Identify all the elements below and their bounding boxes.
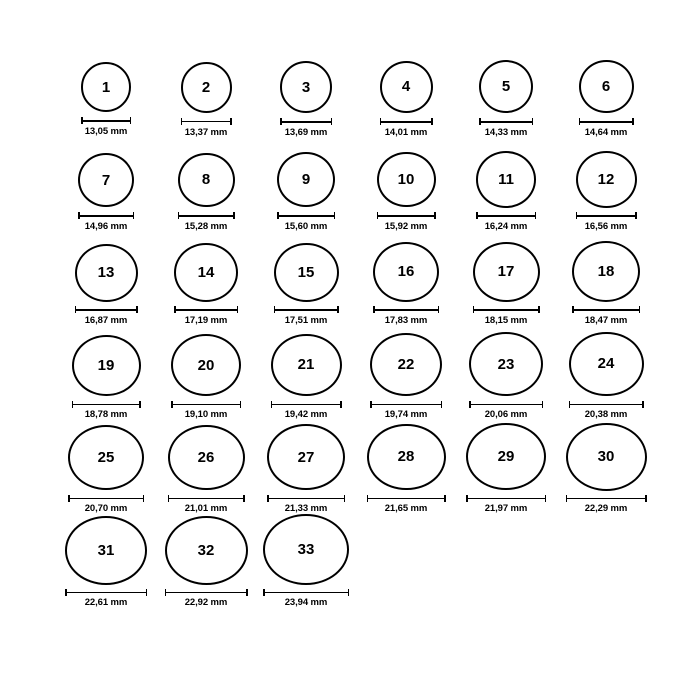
ring-size-number: 22 xyxy=(397,356,415,374)
diameter-label: 16,24 mm xyxy=(484,221,528,232)
diameter-measure-line xyxy=(75,306,138,314)
ring-size-number: 26 xyxy=(197,448,215,466)
measure-bar xyxy=(68,498,144,500)
measure-bar xyxy=(271,404,342,406)
ring-circle xyxy=(271,334,342,397)
ring-size-number: 8 xyxy=(201,171,211,189)
ring-circle xyxy=(267,424,345,490)
diameter-label: 18,15 mm xyxy=(484,315,528,326)
diameter-label: 20,06 mm xyxy=(484,409,528,420)
ring-size-number: 14 xyxy=(197,263,215,281)
ring-circle xyxy=(165,516,248,585)
ring-size-cell[interactable] xyxy=(556,326,656,420)
ring-circle xyxy=(576,151,637,208)
ring-size-number: 2 xyxy=(201,78,211,96)
ring-size-cell[interactable] xyxy=(556,44,656,138)
ring-size-number: 31 xyxy=(97,541,115,559)
ring-circle xyxy=(280,61,332,113)
ring-size-cell[interactable] xyxy=(56,420,156,514)
ring-size-cell[interactable] xyxy=(456,420,556,514)
ring-circle xyxy=(65,516,147,585)
diameter-label: 19,10 mm xyxy=(184,409,228,420)
ring-size-cell[interactable] xyxy=(356,138,456,232)
ring-size-cell[interactable] xyxy=(156,138,256,232)
measure-bar xyxy=(174,309,238,311)
ring-size-cell[interactable] xyxy=(56,326,156,420)
ring-size-cell[interactable] xyxy=(256,138,356,232)
measure-bar xyxy=(579,121,634,123)
ring-circle xyxy=(178,153,235,208)
ring-circle xyxy=(377,152,436,208)
ring-size-number: 12 xyxy=(597,170,615,188)
diameter-label: 15,92 mm xyxy=(384,220,428,232)
ring-size-cell[interactable] xyxy=(56,138,156,232)
diameter-label: 18,47 mm xyxy=(584,315,628,326)
ring-size-cell[interactable] xyxy=(456,232,556,326)
ring-size-number: 11 xyxy=(498,170,514,188)
diameter-measure-line xyxy=(367,494,446,502)
ring-circle xyxy=(479,60,533,113)
diameter-measure-line xyxy=(476,212,536,220)
diameter-measure-line xyxy=(473,306,540,314)
measure-bar xyxy=(377,215,436,217)
ring-size-cell[interactable] xyxy=(556,232,656,326)
ring-circle xyxy=(380,61,433,114)
ring-circle xyxy=(572,241,640,302)
measure-bar xyxy=(178,215,235,217)
ring-size-number: 3 xyxy=(301,78,311,96)
ring-circle xyxy=(75,244,138,302)
ring-size-cell[interactable] xyxy=(256,44,356,138)
ring-circle xyxy=(579,60,634,114)
measure-bar xyxy=(476,215,536,217)
measure-bar xyxy=(274,309,339,311)
measure-bar xyxy=(280,121,332,123)
ring-size-cell[interactable] xyxy=(156,44,256,138)
ring-size-number: 9 xyxy=(301,171,311,189)
measure-bar xyxy=(171,404,241,406)
measure-bar xyxy=(569,404,644,406)
diameter-measure-line xyxy=(171,400,241,408)
measure-bar xyxy=(576,215,637,217)
diameter-label: 14,96 mm xyxy=(84,221,128,232)
measure-bar xyxy=(367,498,446,500)
ring-size-number: 24 xyxy=(597,355,615,373)
ring-circle xyxy=(566,423,647,491)
ring-size-number: 25 xyxy=(97,449,115,467)
ring-size-cell[interactable] xyxy=(456,326,556,420)
measure-bar xyxy=(267,498,345,500)
diameter-label: 17,51 mm xyxy=(284,315,328,326)
measure-bar xyxy=(277,215,335,217)
ring-size-number: 19 xyxy=(97,356,115,374)
ring-size-number: 5 xyxy=(501,78,511,96)
ring-circle xyxy=(473,242,540,302)
measure-bar xyxy=(72,404,141,406)
measure-bar xyxy=(469,404,543,406)
ring-size-number: 13 xyxy=(97,264,115,282)
ring-size-cell[interactable] xyxy=(256,232,356,326)
ring-size-cell[interactable] xyxy=(156,514,256,608)
diameter-label: 15,28 mm xyxy=(184,221,228,232)
diameter-measure-line xyxy=(280,117,332,126)
diameter-measure-line xyxy=(181,117,232,126)
ring-size-cell[interactable] xyxy=(556,420,656,514)
diameter-measure-line xyxy=(377,211,436,220)
measure-bar xyxy=(370,404,442,406)
ring-size-number: 20 xyxy=(197,356,215,374)
measure-bar xyxy=(572,309,640,311)
diameter-measure-line xyxy=(277,211,335,220)
ring-circle xyxy=(78,153,134,207)
diameter-label: 20,70 mm xyxy=(84,503,128,514)
ring-circle xyxy=(569,332,644,397)
ring-circle xyxy=(263,514,349,585)
diameter-label: 13,69 mm xyxy=(284,127,328,138)
diameter-measure-line xyxy=(479,117,533,126)
diameter-measure-line xyxy=(271,400,342,408)
ring-size-cell[interactable] xyxy=(156,232,256,326)
diameter-measure-line xyxy=(263,589,349,596)
ring-size-number: 29 xyxy=(497,448,515,466)
diameter-measure-line xyxy=(267,494,345,502)
diameter-label: 18,78 mm xyxy=(84,409,128,420)
ring-size-number: 28 xyxy=(397,448,415,466)
measure-bar xyxy=(78,215,134,217)
ring-size-grid xyxy=(56,44,656,608)
ring-size-number: 16 xyxy=(397,263,415,281)
ring-size-cell[interactable] xyxy=(456,138,556,232)
measure-bar xyxy=(473,309,540,311)
ring-size-cell[interactable] xyxy=(256,326,356,420)
ring-size-cell[interactable] xyxy=(256,420,356,514)
diameter-measure-line xyxy=(566,495,647,502)
ring-size-number: 33 xyxy=(297,540,315,558)
ring-circle xyxy=(168,425,245,491)
ring-size-number: 18 xyxy=(597,262,615,280)
ring-size-number: 10 xyxy=(397,170,415,188)
diameter-label: 21,97 mm xyxy=(484,503,528,514)
ring-size-cell[interactable] xyxy=(56,514,156,608)
diameter-label: 16,56 mm xyxy=(584,221,628,232)
ring-size-number: 30 xyxy=(597,448,615,465)
diameter-measure-line xyxy=(576,212,637,220)
ring-size-cell[interactable] xyxy=(156,326,256,420)
diameter-measure-line xyxy=(178,211,235,220)
ring-size-number: 17 xyxy=(497,263,515,281)
measure-bar xyxy=(65,592,147,594)
diameter-measure-line xyxy=(168,494,245,502)
ring-size-cell[interactable] xyxy=(356,420,456,514)
measure-bar xyxy=(373,309,439,311)
diameter-label: 14,64 mm xyxy=(584,127,628,138)
ring-size-number: 7 xyxy=(101,171,111,189)
diameter-label: 14,33 mm xyxy=(484,127,528,138)
diameter-measure-line xyxy=(78,211,134,220)
ring-circle xyxy=(367,424,446,491)
ring-size-number: 27 xyxy=(297,448,315,466)
diameter-measure-line xyxy=(469,400,543,408)
diameter-label: 22,61 mm xyxy=(84,597,128,608)
diameter-measure-line xyxy=(174,306,238,314)
measure-bar xyxy=(165,592,248,594)
ring-size-cell[interactable] xyxy=(356,232,456,326)
measure-bar xyxy=(566,498,647,500)
ring-circle xyxy=(370,333,442,396)
ring-size-number: 32 xyxy=(197,541,215,559)
diameter-measure-line xyxy=(370,400,442,408)
diameter-label: 21,33 mm xyxy=(284,503,328,514)
ring-circle xyxy=(277,152,335,207)
ring-size-cell[interactable] xyxy=(456,44,556,138)
diameter-label: 17,19 mm xyxy=(184,315,228,326)
diameter-label: 21,65 mm xyxy=(384,503,428,514)
ring-circle xyxy=(81,62,131,112)
diameter-measure-line xyxy=(68,494,144,502)
ring-circle xyxy=(68,425,144,490)
ring-size-number: 15 xyxy=(297,263,315,281)
diameter-label: 15,60 mm xyxy=(284,221,328,232)
ring-size-number: 6 xyxy=(601,77,611,95)
ring-size-cell[interactable] xyxy=(356,44,456,138)
ring-size-cell[interactable] xyxy=(556,138,656,232)
ring-size-number: 23 xyxy=(497,355,515,373)
ring-size-number: 1 xyxy=(101,78,111,96)
diameter-label: 14,01 mm xyxy=(384,127,428,138)
ring-size-cell[interactable] xyxy=(256,514,356,608)
ring-circle xyxy=(274,243,339,302)
diameter-label: 23,94 mm xyxy=(284,597,328,608)
diameter-label: 19,42 mm xyxy=(284,409,328,420)
diameter-label: 21,01 mm xyxy=(184,503,228,514)
ring-size-cell[interactable] xyxy=(156,420,256,514)
ring-circle xyxy=(373,242,439,302)
diameter-measure-line xyxy=(579,117,634,126)
diameter-label: 17,83 mm xyxy=(384,315,428,326)
measure-bar xyxy=(380,121,433,123)
diameter-measure-line xyxy=(572,306,640,314)
measure-bar xyxy=(168,498,245,500)
ring-size-cell[interactable] xyxy=(356,326,456,420)
ring-size-cell[interactable] xyxy=(56,232,156,326)
diameter-measure-line xyxy=(380,117,433,126)
diameter-measure-line xyxy=(81,116,131,125)
diameter-measure-line xyxy=(165,589,248,596)
diameter-measure-line xyxy=(569,400,644,408)
diameter-label: 13,05 mm xyxy=(84,126,128,137)
diameter-label: 22,29 mm xyxy=(584,503,628,514)
measure-bar xyxy=(81,120,131,122)
diameter-measure-line xyxy=(65,589,147,596)
ring-circle xyxy=(72,335,141,397)
diameter-label: 20,38 mm xyxy=(584,409,628,420)
ring-circle xyxy=(171,334,241,396)
measure-bar xyxy=(479,121,533,123)
diameter-label: 16,87 mm xyxy=(84,315,128,326)
ring-circle xyxy=(181,62,232,113)
ring-size-cell[interactable] xyxy=(56,44,156,138)
ring-circle xyxy=(174,243,238,302)
measure-bar xyxy=(181,121,232,123)
ring-size-number: 4 xyxy=(401,78,411,96)
ring-circle xyxy=(469,332,543,396)
diameter-label: 13,37 mm xyxy=(184,126,228,138)
diameter-label: 19,74 mm xyxy=(384,409,428,420)
diameter-measure-line xyxy=(466,494,546,502)
diameter-measure-line xyxy=(274,306,339,314)
measure-bar xyxy=(466,498,546,500)
diameter-label: 22,92 mm xyxy=(184,597,228,608)
diameter-measure-line xyxy=(373,306,439,314)
ring-circle xyxy=(476,151,536,208)
ring-size-number: 21 xyxy=(297,356,315,374)
ring-circle xyxy=(466,423,546,490)
measure-bar xyxy=(263,592,349,594)
measure-bar xyxy=(75,309,138,311)
diameter-measure-line xyxy=(72,400,141,408)
